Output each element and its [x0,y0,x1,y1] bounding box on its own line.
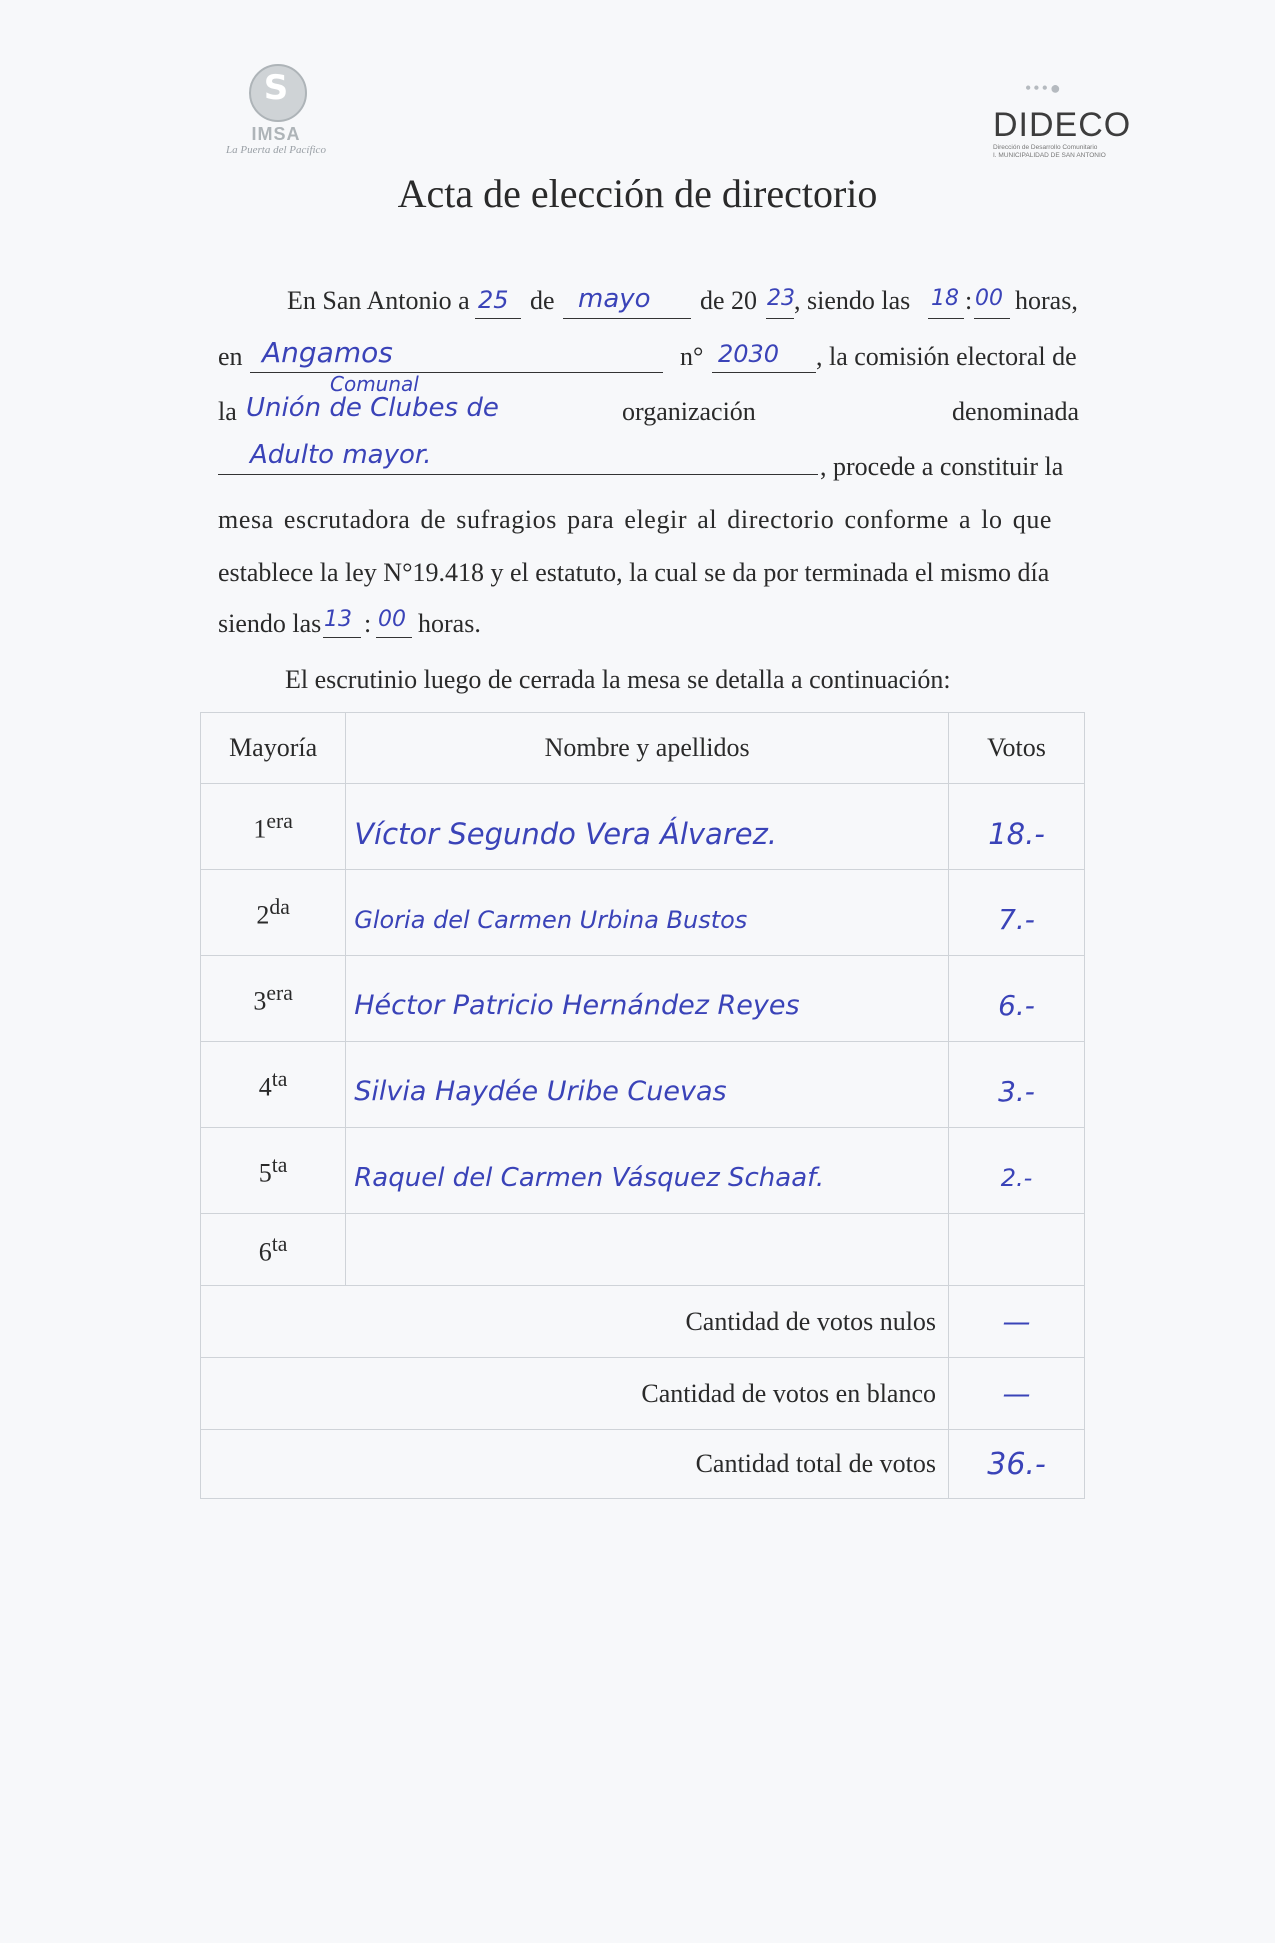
dideco-dots-icon: •••● [1025,78,1063,98]
end-hour-field: 13 [324,607,352,632]
null-votes-value: — [949,1286,1085,1358]
null-votes-label: Cantidad de votos nulos [201,1286,949,1358]
summary-row-null [201,1286,1085,1358]
paragraph-line-6: establece la ley N°19.418 y el estatuto, la cual se da por terminada el mismo día [218,558,1050,587]
number-field: 2030 [718,340,780,368]
rank-suffix: ta [271,1066,288,1091]
intro-text-siendo: , siendo las [794,286,911,315]
street-field: Angamos [262,336,393,369]
start-min-field: 00 [975,286,1003,311]
commission-text: , la comisión electoral de [816,342,1077,371]
intro-text-horas: horas, [1015,286,1078,315]
blank-votes-label: Cantidad de votos en blanco [201,1358,949,1430]
organization-name-line [218,474,818,475]
candidate-name: Gloria del Carmen Urbina Bustos [346,870,949,956]
rank-suffix: ta [271,1152,288,1177]
organization-line-2: Adulto mayor. [250,440,432,470]
year-line [766,318,794,319]
candidate-name: Héctor Patricio Hernández Reyes [346,956,949,1042]
dideco-subtitle-2: I. MUNICIPALIDAD DE SAN ANTONIO [993,152,1106,159]
rank-number: 6 [258,1237,272,1267]
start-hour-line [928,318,964,319]
rank-suffix: era [266,980,293,1005]
start-hour-field: 18 [931,286,959,311]
month-field: mayo [578,284,651,314]
total-votes-value: 36.- [949,1430,1085,1499]
total-votes-label: Cantidad total de votos [201,1430,949,1499]
en-text: en [218,342,243,371]
procede-text: , procede a constituir la [820,452,1064,481]
dideco-logo-name: DIDECO [993,106,1132,144]
number-label: n° [680,342,704,371]
ending-horas: horas. [418,609,481,638]
organizacion-text: organización [622,397,756,426]
imsa-logo-tagline: La Puerta del Pacífico [226,144,326,156]
table-row [201,1042,1085,1128]
year-field: 23 [767,286,795,311]
rank-cell [201,956,346,1042]
end-hour-line [323,637,361,638]
dideco-logo-subtitle [993,144,1133,160]
table-header-row [201,713,1085,784]
results-table [200,712,1085,1499]
street-line [250,372,663,373]
rank-number: 1 [253,814,267,844]
denominada-text: denominada [952,397,1080,426]
dideco-subtitle-1: Dirección de Desarrollo Comunitario [993,144,1098,151]
rank-number: 4 [258,1072,272,1102]
table-row [201,784,1085,870]
intro-text-1: En San Antonio a [287,286,470,315]
end-min-field: 00 [378,607,406,632]
rank-suffix: ta [271,1231,288,1256]
candidate-votes [949,1214,1085,1286]
rank-cell [201,1214,346,1286]
document-title: Acta de elección de directorio [397,171,878,216]
candidate-votes: 7.- [949,870,1085,956]
rank-cell [201,1042,346,1128]
day-field: 25 [478,286,509,314]
rank-cell [201,784,346,870]
candidate-votes: 18.- [949,784,1085,870]
end-min-line [376,637,412,638]
rank-cell [201,870,346,956]
rank-number: 3 [253,986,267,1016]
candidate-votes: 2.- [949,1128,1085,1214]
header-mayoria: Mayoría [201,713,346,784]
imsa-logo-name: IMSA [251,124,301,144]
blank-votes-value: — [949,1358,1085,1430]
candidate-votes: 3.- [949,1042,1085,1128]
table-row [201,1214,1085,1286]
table-row [201,956,1085,1042]
organization-insert: Comunal [330,372,419,396]
rank-suffix: era [266,808,293,833]
candidate-name [346,1214,949,1286]
intro-text-year: de 20 [700,286,758,315]
rank-number: 5 [258,1158,272,1188]
ending-text: siendo las [218,609,322,638]
imsa-emblem-glyph: S [263,68,289,108]
candidate-name: Raquel del Carmen Vásquez Schaaf. [346,1128,949,1214]
scrutiny-intro: El escrutinio luego de cerrada la mesa se detalla a continuación: [285,665,951,694]
start-min-line [974,318,1010,319]
table-row [201,1128,1085,1214]
header-nombre: Nombre y apellidos [346,713,949,784]
header-votos: Votos [949,713,1085,784]
day-line [475,318,521,319]
month-line [563,318,691,319]
candidate-votes: 6.- [949,956,1085,1042]
summary-row-blank [201,1358,1085,1430]
rank-number: 2 [256,900,270,930]
rank-cell [201,1128,346,1214]
rank-suffix: da [269,894,290,919]
candidate-name: Silvia Haydée Uribe Cuevas [346,1042,949,1128]
organization-line-1: Unión de Clubes de [246,393,499,423]
table-row [201,870,1085,956]
end-colon: : [364,609,372,638]
intro-text-de: de [530,286,555,315]
la-text: la [218,397,237,426]
dideco-logo [985,78,1135,168]
paragraph-line-5: mesa escrutadora de sufragios para elegir al directorio conforme a lo que [218,505,1053,534]
summary-row-total [201,1430,1085,1499]
number-line [712,372,816,373]
candidate-name: Víctor Segundo Vera Álvarez. [346,784,949,870]
start-colon: : [965,286,973,315]
imsa-logo [215,58,335,168]
